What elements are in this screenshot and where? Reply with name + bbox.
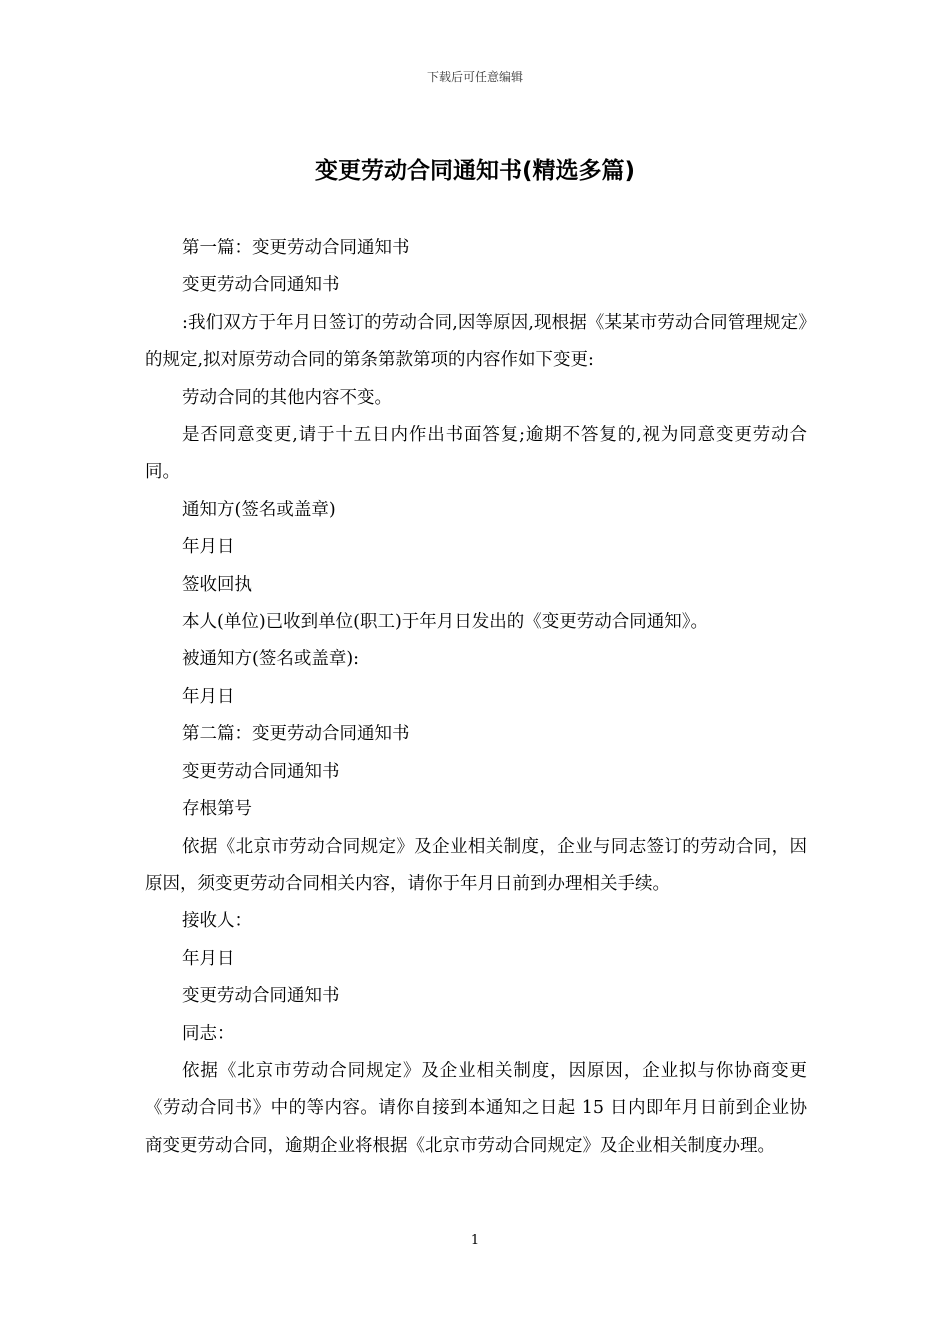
paragraph-salutation: 同志： (182, 1023, 235, 1044)
paragraph-date: 年月日 (182, 948, 235, 969)
paragraph-stub-number: 存根第号 (182, 799, 252, 820)
paragraph-section-one-heading: 第一篇：变更劳动合同通知书 (182, 238, 410, 258)
paragraph-date: 年月日 (182, 686, 235, 707)
paragraph-other-terms: 劳动合同的其他内容不变。 (182, 387, 392, 408)
page-number: 1 (470, 1233, 480, 1248)
paragraph-notifier-signature: 通知方(签名或盖章) (182, 499, 336, 520)
paragraph-recipient-signature: 被通知方(签名或盖章): (182, 649, 360, 670)
paragraph-reply-deadline: 是否同意变更,请于十五日内作出书面答复;逾期不答复的,视为同意变更劳动合同。 (145, 425, 807, 483)
paragraph-receiver: 接收人： (182, 911, 252, 932)
paragraph-section-two-heading: 第二篇：变更劳动合同通知书 (182, 724, 410, 745)
paragraph-receipt-heading: 签收回执 (182, 574, 252, 595)
paragraph-change-intro: :我们双方于年月日签订的劳动合同,因等原因,现根据《某某市劳动合同管理规定》的规定,拟对原劳动合同的第条第款第项的内容作如下变更: (145, 312, 807, 371)
document-title: 变更劳动合同通知书(精选多篇) (314, 158, 636, 184)
header-note: 下载后可任意编辑 (426, 70, 523, 84)
paragraph-notice-title: 变更劳动合同通知书 (182, 761, 340, 782)
paragraph-stub-basis: 依据《北京市劳动合同规定》及企业相关制度，企业与同志签订的劳动合同，因原因，须变更劳动合同相关内容，请你于年月日前到办理相关手续。 (145, 836, 807, 894)
document-body (145, 230, 807, 1165)
paragraph-date: 年月日 (182, 537, 235, 558)
paragraph-notice-title: 变更劳动合同通知书 (182, 986, 340, 1007)
paragraph-notice-title: 变更劳动合同通知书 (182, 275, 340, 296)
paragraph-negotiation-notice: 依据《北京市劳动合同规定》及企业相关制度，因原因，企业拟与你协商变更《劳动合同书》中的等内容。请你自接到本通知之日起 15 日内即年月日前到企业协商变更劳动合同，逾期企业将根据《北京市劳动合同规定》及企业相关制度办理。 (145, 1060, 807, 1156)
paragraph-receipt-statement: 本人(单位)已收到单位(职工)于年月日发出的《变更劳动合同通知》。 (182, 612, 709, 633)
